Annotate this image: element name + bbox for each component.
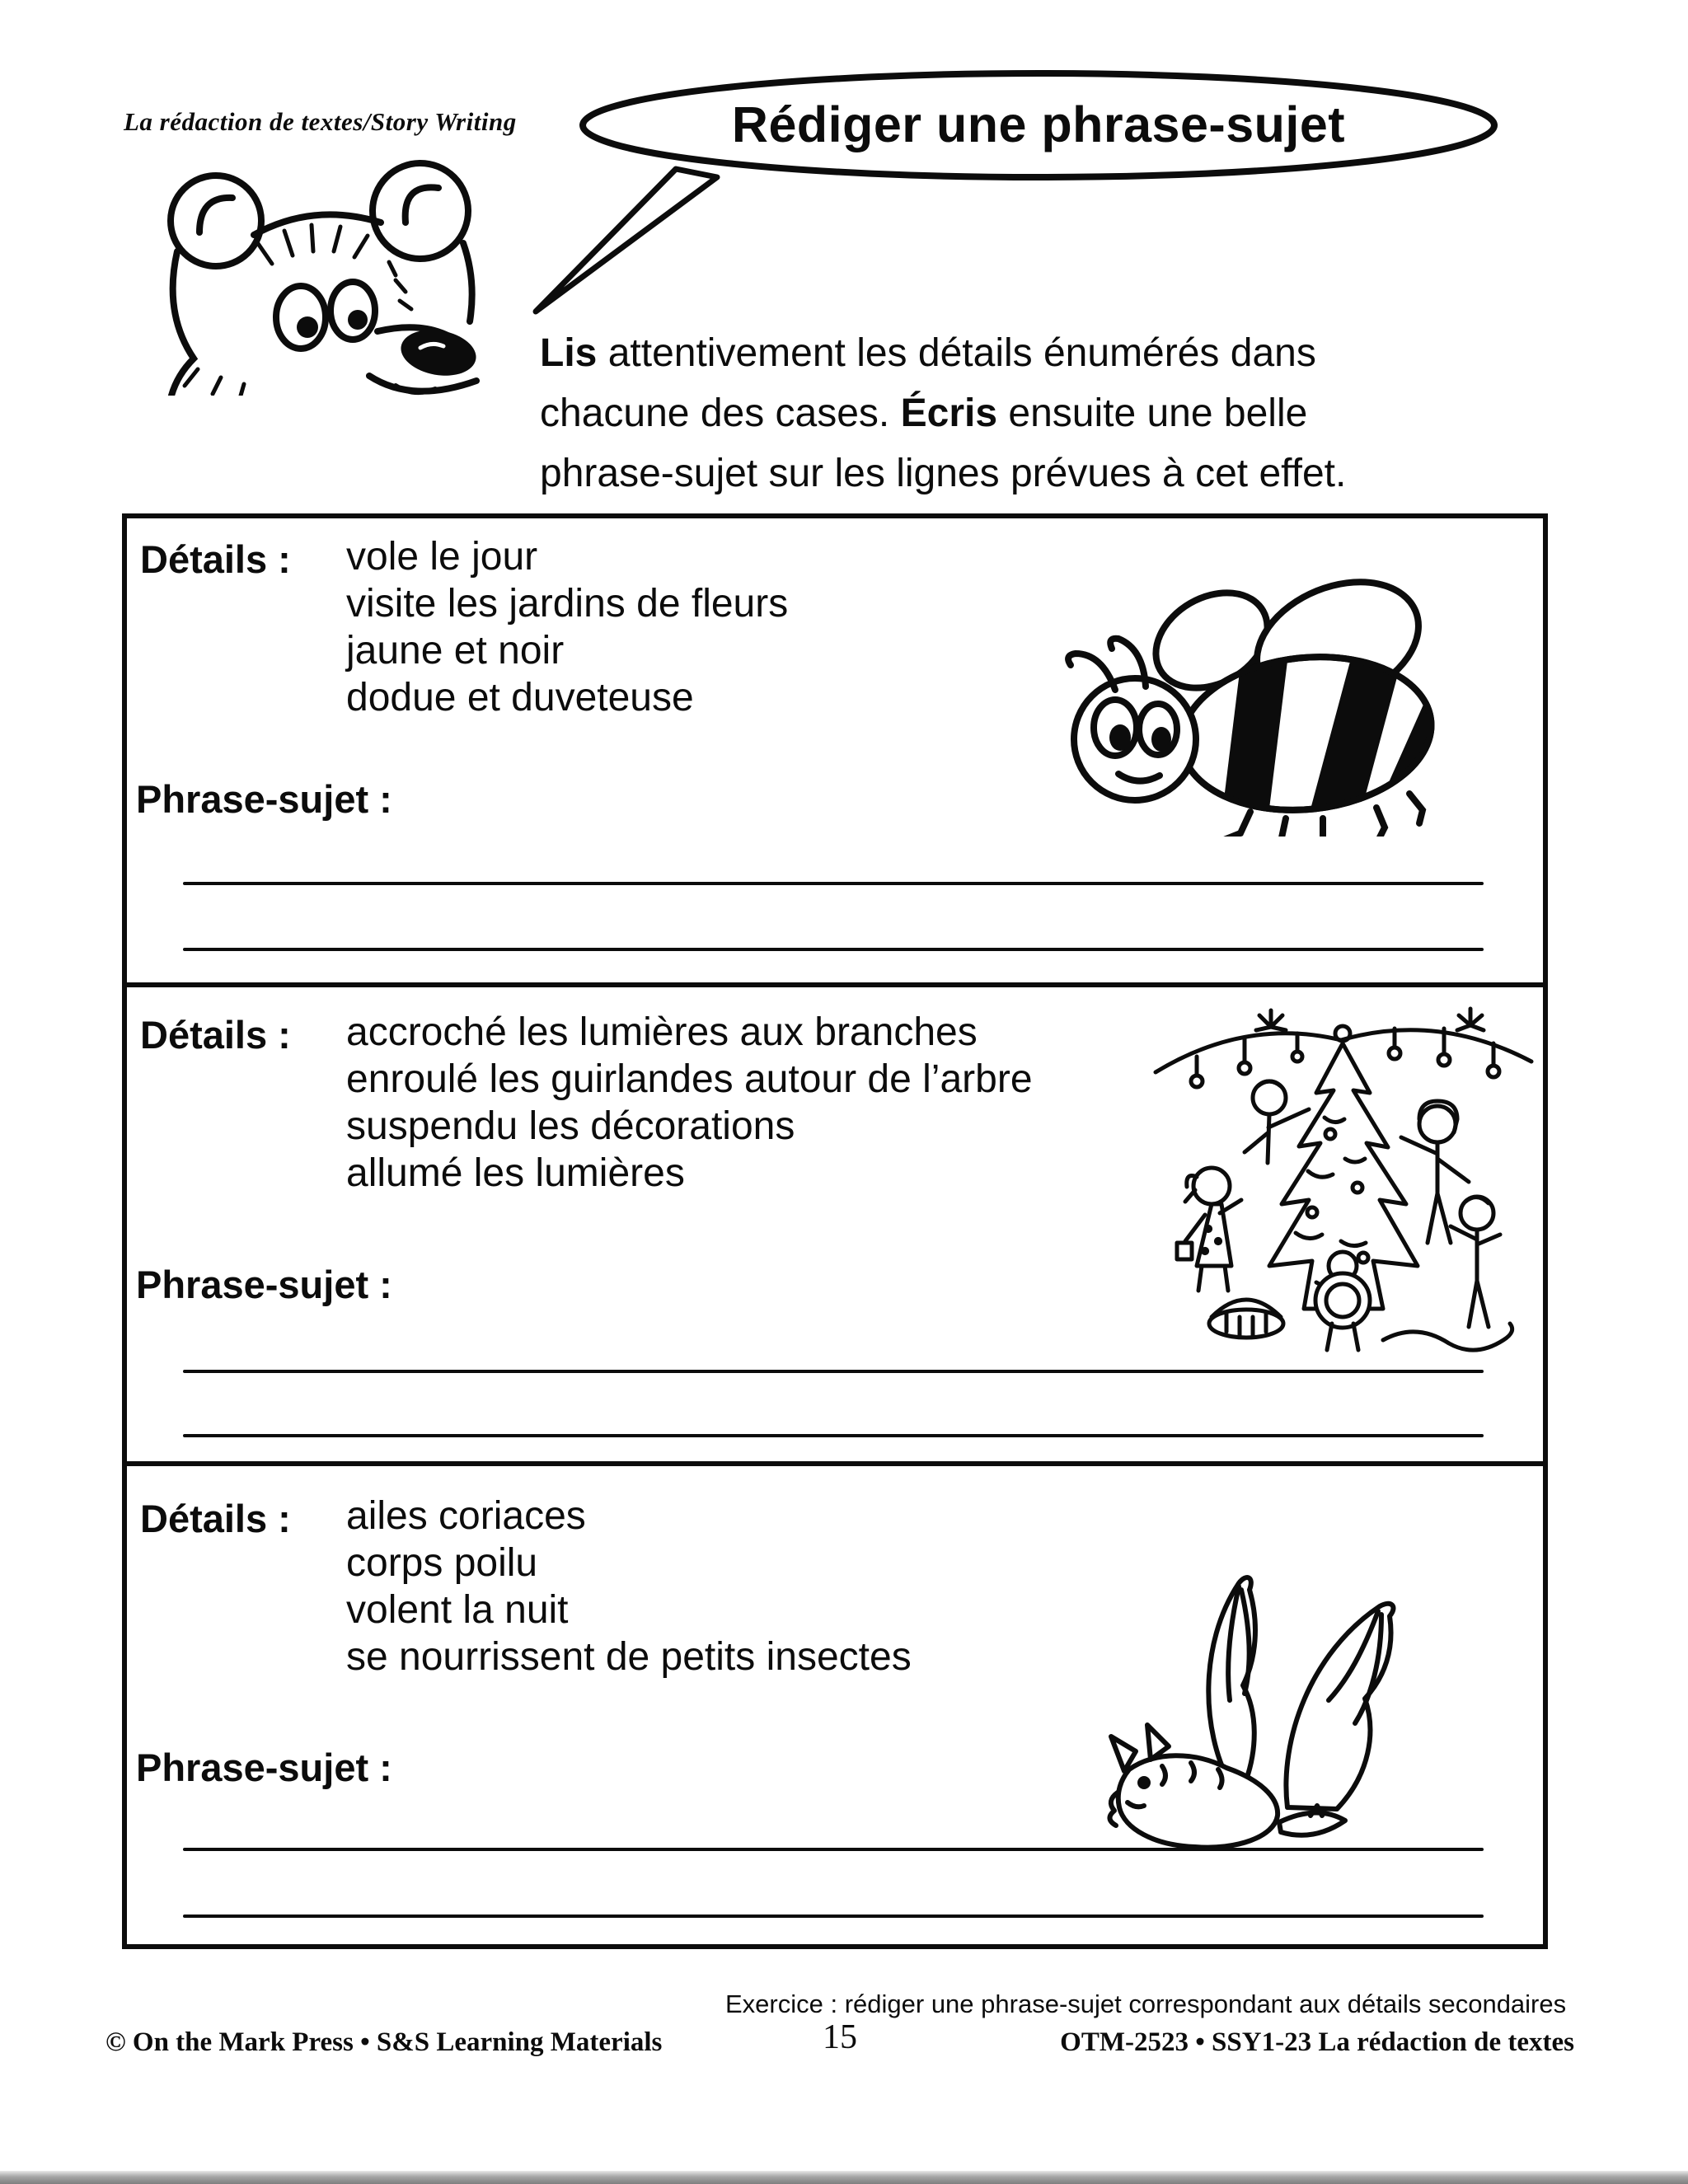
phrase-sujet-label: Phrase-sujet : [136, 1263, 392, 1306]
answer-line-2[interactable] [183, 1434, 1484, 1437]
phrase-sujet-label: Phrase-sujet : [136, 777, 392, 821]
page-number: 15 [823, 2018, 857, 2056]
christmas-tree-illustration [1147, 994, 1541, 1365]
details-list [346, 1009, 1033, 1197]
detail-item: ailes coriaces [346, 1494, 586, 1538]
document-code: OTM-2523 • SSY1-23 La rédaction de textes [1060, 2027, 1574, 2057]
answer-line-1[interactable] [183, 1370, 1484, 1373]
instructions-text [540, 323, 1479, 504]
details-list [346, 533, 788, 721]
instructions-line [540, 383, 1479, 443]
instructions-line [540, 443, 1479, 504]
instruction-text: chacune des cases. [540, 391, 901, 435]
detail-item: jaune et noir [346, 629, 565, 673]
instruction-text: attentivement les détails énumérés dans [597, 331, 1316, 375]
exercise-box-bee [122, 513, 1548, 987]
exercise-box-christmas-tree [122, 982, 1548, 1466]
details-list [346, 1493, 912, 1680]
answer-line-1[interactable] [183, 882, 1484, 885]
answer-line-1[interactable] [183, 1848, 1484, 1851]
detail-item: vole le jour [346, 535, 538, 579]
detail-item: se nourrissent de petits insectes [346, 1635, 912, 1679]
instruction-text: ensuite une belle [997, 391, 1308, 435]
instruction-keyword: Lis [540, 331, 598, 375]
series-title: La rédaction de textes/Story Writing [124, 107, 517, 136]
detail-item: allumé les lumières [346, 1151, 685, 1195]
speech-bubble-tail [536, 169, 717, 312]
detail-item: visite les jardins de fleurs [346, 582, 789, 626]
detail-item: corps poilu [346, 1541, 538, 1585]
bat-illustration [1039, 1535, 1525, 1869]
details-label: Détails : [140, 537, 291, 581]
detail-item: suspendu les décorations [346, 1104, 795, 1148]
exercise-box-bat [122, 1461, 1548, 1949]
phrase-sujet-label: Phrase-sujet : [136, 1746, 392, 1789]
details-label: Détails : [140, 1013, 291, 1057]
answer-line-2[interactable] [183, 948, 1484, 951]
worksheet-title: Rédiger une phrase-sujet [731, 96, 1346, 152]
detail-item: dodue et duveteuse [346, 676, 694, 719]
copyright-credit: © On the Mark Press • S&S Learning Materials [106, 2027, 663, 2057]
detail-item: volent la nuit [346, 1588, 569, 1632]
bee-illustration [1034, 565, 1488, 837]
instruction-keyword: Écris [900, 391, 998, 435]
detail-item: accroché les lumières aux branches [346, 1010, 978, 1054]
instructions-line [540, 323, 1479, 383]
exercise-note: Exercice : rédiger une phrase-sujet correspondant aux détails secondaires [725, 1990, 1567, 2018]
detail-item: enroulé les guirlandes autour de l’arbre [346, 1057, 1033, 1101]
scan-edge-artifact [0, 2171, 1688, 2184]
bear-mascot-illustration [148, 157, 503, 396]
details-label: Détails : [140, 1497, 291, 1540]
answer-line-2[interactable] [183, 1915, 1484, 1918]
instruction-text: phrase-sujet sur les lignes prévues à cet effet. [540, 452, 1347, 495]
